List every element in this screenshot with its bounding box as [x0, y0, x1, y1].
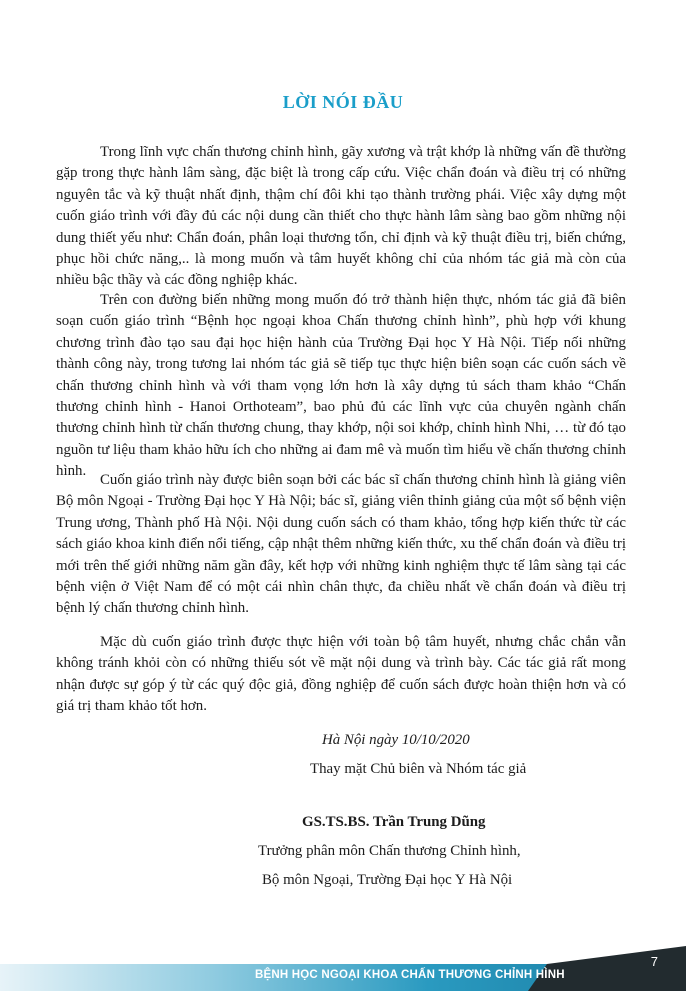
page-title: LỜI NÓI ĐẦU [282, 92, 404, 112]
paragraph-1: Trong lĩnh vực chấn thương chỉnh hình, gãy xương và trật khớp là những vấn đề thường gặp trong thực hành lâm sàng, đặc biệt là trong cấp cứu. Việc chẩn đoán và điều trị có những nguyên tắc và kỹ thuật nhất định, thậm chí đôi khi tạo thành trường phái. Việc xây dựng một cuốn giáo trình với đầy đủ các nội dung cần thiết cho thực hành lâm sàng bao gồm những nội dung thiết yếu như: Chẩn đoán, phân loại thương tổn, chỉ định và kỹ thuật điều trị, biến chứng, phục hồi chức năng,.. là mong muốn và tâm huyết không chỉ của nhóm tác giả mà còn của nhiều bậc thầy và các đồng nghiệp khác. [56, 144, 626, 289]
signature-author: GS.TS.BS. Trần Trung Dũng [302, 814, 486, 830]
paragraph-2: Trên con đường biến những mong muốn đó trở thành hiện thực, nhóm tác giả đã biên soạn cuốn giáo trình “Bệnh học ngoại khoa Chấn thương chỉnh hình”, phù hợp với khung chương trình đào tạo sau đại học hiện hành của Trường Đại học Y Hà Nội. Tiếp nối những thành công này, trong tương lai nhóm tác giả sẽ tiếp tục thực hiện biên soạn các cuốn sách về chấn thương chỉnh hình và với tham vọng lớn hơn là xây dựng tủ sách tham khảo “Chấn thương chỉnh hình - Hanoi Orthoteam”, bao phủ đủ các lĩnh vực của chuyên ngành chấn thương chỉnh hình từ chấn thương chung, thay khớp, nội soi khớp, chỉnh hình Nhi, … từ đó tạo nguồn tư liệu tham khảo hữu ích cho những ai đam mê và muốn tìm hiểu về chấn thương chỉnh hình. [56, 292, 626, 480]
paragraph-3: Cuốn giáo trình này được biên soạn bởi các bác sĩ chấn thương chỉnh hình là giảng viên Bộ môn Ngoại - Trường Đại học Y Hà Nội; bác sĩ, giảng viên thỉnh giảng của một số bệnh viện Trung ương, Thành phố Hà Nội. Nội dung cuốn sách có tham khảo, tổng hợp kiến thức từ các sách giáo khoa kinh điển nổi tiếng, cập nhật thêm những kiến thức, xu thế chẩn đoán và điều trị mới trên thế giới những năm gần đây, kết hợp với những kinh nghiệm thực tế lâm sàng tại các bệnh viện ở Việt Nam để có một cái nhìn chân thực, đa chiều nhất về chẩn đoán và điều trị bệnh lý chấn thương chỉnh hình. [56, 472, 626, 617]
signature-date: Hà Nội ngày 10/10/2020 [322, 732, 470, 748]
signature-on-behalf: Thay mặt Chủ biên và Nhóm tác giả [310, 761, 527, 777]
page-footer [0, 946, 686, 999]
page-number: 7 [650, 954, 658, 969]
footer-book-title: BỆNH HỌC NGOẠI KHOA CHẤN THƯƠNG CHỈNH HÌNH [255, 969, 565, 981]
signature-role-line2: Bộ môn Ngoại, Trường Đại học Y Hà Nội [262, 872, 513, 888]
paragraph-4: Mặc dù cuốn giáo trình được thực hiện với toàn bộ tâm huyết, nhưng chắc chắn vẫn không tránh khỏi còn có những thiếu sót về mặt nội dung và trình bày. Các tác giả rất mong nhận được sự góp ý từ các quý độc giả, đồng nghiệp để cuốn sách được hoàn thiện hơn và có giá trị tham khảo tốt hơn. [56, 634, 626, 715]
signature-role-line1: Trưởng phân môn Chấn thương Chỉnh hình, [258, 843, 521, 859]
